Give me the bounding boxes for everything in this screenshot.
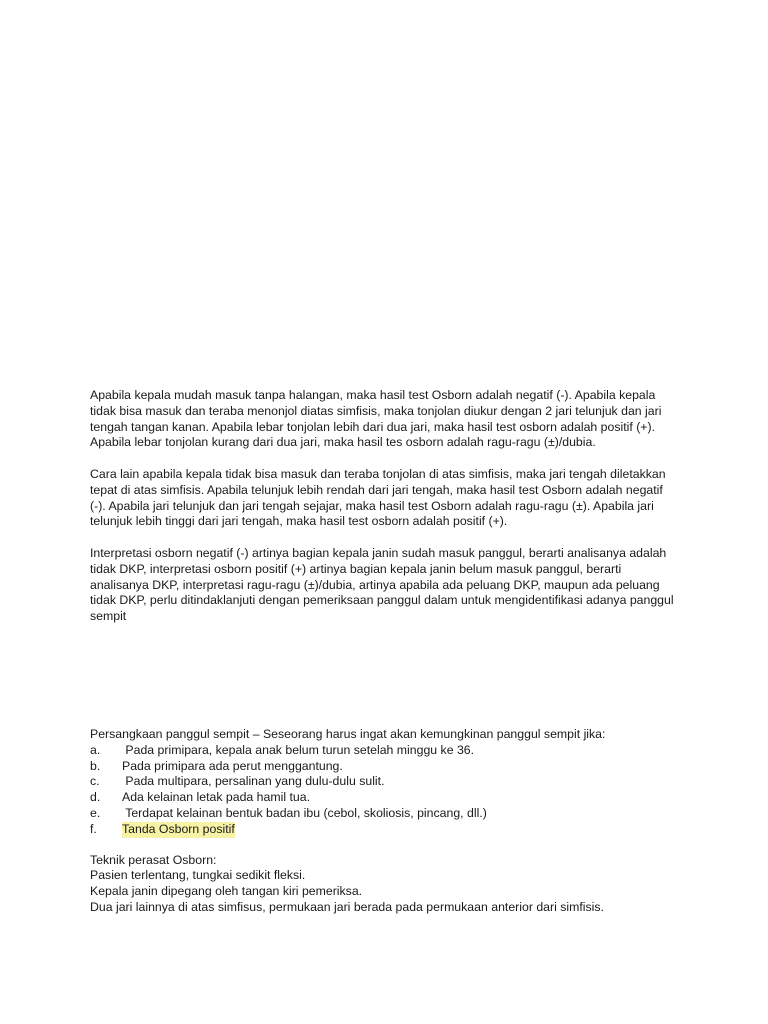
list-item-text: Pada multipara, persalinan yang dulu-dulu sulit. <box>122 774 385 789</box>
list-marker: a. <box>90 742 101 757</box>
suspicion-list <box>90 743 680 838</box>
technique-line: Pasien terlentang, tungkai sedikit fleksi. <box>90 868 306 883</box>
list-item-text: Pada primipara, kepala anak belum turun setelah minggu ke 36. <box>122 742 475 757</box>
paragraph-alternative-method: Cara lain apabila kepala tidak bisa masuk dan teraba tonjolan di atas simfisis, maka jari tengah diletakkan tepat di atas simfisis. Apabila telunjuk lebih rendah dari jari tengah, maka hasil test Osborn adalah negatif (-). Apabila jari telunjuk dan jari tengah sejajar, maka hasil test Osborn adalah ragu-ragu (±). Apabila jari telunjuk lebih tinggi dari jari tengah, maka hasil test osborn adalah positif (+). <box>90 466 666 529</box>
list-item <box>90 774 680 790</box>
list-item <box>90 822 680 838</box>
technique-line: Kepala janin dipegang oleh tangan kiri pemeriksa. <box>90 884 363 899</box>
paragraph-osborn-result: Apabila kepala mudah masuk tanpa halangan, maka hasil test Osborn adalah negatif (-). Apabila kepala tidak bisa masuk dan teraba menonjol diatas simfisis, maka tonjolan diukur dengan 2 jari telunjuk dan jari tengah tangan kanan. Apabila lebar tonjolan lebih dari dua jari, maka hasil test osborn adalah positif (+). Apabila lebar tonjolan kurang dari dua jari, maka hasil tes osborn adalah ragu-ragu (±)/dubia. <box>90 388 662 450</box>
list-item <box>90 759 680 775</box>
list-intro: Persangkaan panggul sempit – Seseorang harus ingat akan kemungkinan panggul sempit jika: <box>90 726 606 741</box>
list-marker: c. <box>90 774 100 789</box>
list-item <box>90 790 680 806</box>
list-marker: e. <box>90 805 101 820</box>
list-item-text: Terdapat kelainan bentuk badan ibu (cebol, skoliosis, pincang, dll.) <box>122 805 487 820</box>
paragraph-interpretation: Interpretasi osborn negatif (-) artinya bagian kepala janin sudah masuk panggul, berarti analisanya adalah tidak DKP, interpretasi osborn positif (+) artinya bagian kepala janin belum masuk panggul, berarti analisanya DKP, interpretasi ragu-ragu (±)/dubia, artinya apabila ada peluang DKP, maupun ada peluang tidak DKP, perlu ditindaklanjuti dengan pemeriksaan panggul dalam untuk mengidentifikasi adanya panggul sempit <box>90 545 674 624</box>
list-marker: d. <box>90 790 101 805</box>
document-page <box>90 388 680 916</box>
list-item <box>90 743 680 759</box>
technique-title: Teknik perasat Osborn: <box>90 852 217 867</box>
list-item <box>90 806 680 822</box>
highlighted-list-item-text: Tanda Osborn positif <box>122 821 235 836</box>
list-item-text: Pada primipara ada perut menggantung. <box>122 758 343 773</box>
technique-line: Dua jari lainnya di atas simfisus, permukaan jari berada pada permukaan anterior dari simfisis. <box>90 899 604 914</box>
list-marker: b. <box>90 758 101 773</box>
list-item-text: Ada kelainan letak pada hamil tua. <box>122 790 310 805</box>
list-marker: f. <box>90 821 97 836</box>
